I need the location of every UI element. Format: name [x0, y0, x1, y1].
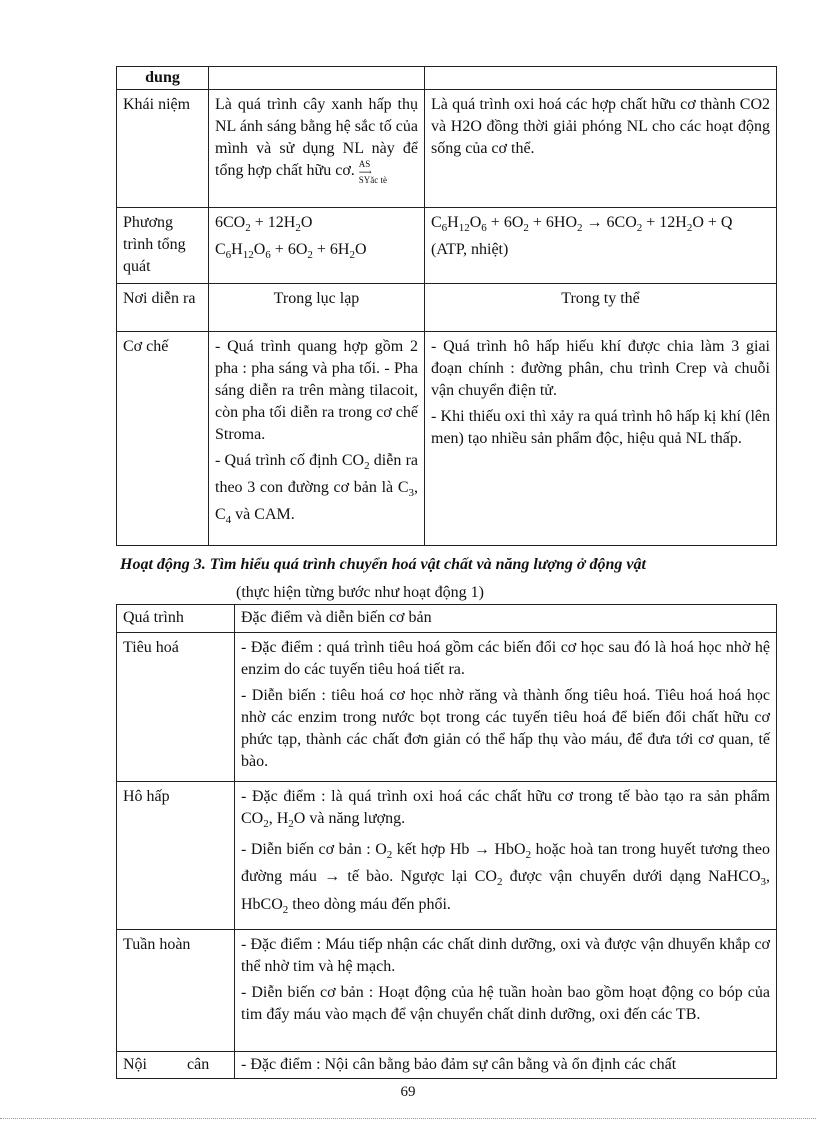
table-row: [117, 67, 777, 90]
table-header-row: [117, 605, 777, 633]
cell-text: Là quá trình cây xanh hấp thụ NL ánh sáng bằng hệ sắc tố của mình và sử dụng NL này để tổng hợp chất hữu cơ.: [215, 96, 418, 179]
table-row: [117, 1051, 777, 1078]
respiration-equation: $C_6H_{12}O_6 + 6O_2 + 6HO_2 \to 6CO_2 + 12H_2O + Q$ (ATP, nhiệt): [425, 208, 777, 284]
table-row: [117, 929, 777, 1051]
respiration-cell: Là quá trình oxi hoá các hợp chất hữu cơ thành CO2 và H2O đồng thời giải phóng NL cho các hoạt động sống của cơ thể.: [425, 90, 777, 208]
table-cell: [209, 67, 425, 90]
page-border: [0, 1118, 816, 1119]
table-row: [117, 208, 777, 284]
table-row: [117, 633, 777, 782]
cell-paragraph: - Diễn biến cơ bản : Hoạt động của hệ tuần hoàn bao gồm hoạt động co bóp của tim đẩy máu vào mạch để vận chuyển chất dinh dưỡng, oxi đến các TB.: [241, 983, 770, 1023]
cell-paragraph: - Quá trình cố định $CO_2$ diễn ra theo 3 con đường cơ bản là $C_3$, $C_4$ và CAM.: [215, 452, 418, 527]
row-label: Tuần hoàn: [117, 929, 235, 1051]
table-cell: dung: [117, 67, 209, 90]
cell-paragraph: - Đặc điểm : quá trình tiêu hoá gồm các biến đổi cơ học sau đó là hoá học nhờ hệ enzim do các tuyến tiêu hoá tiết ra.: [241, 639, 770, 678]
section-note: (thực hiện từng bước như hoạt động 1): [236, 584, 484, 601]
column-header: Quá trình: [117, 605, 235, 633]
column-header: Đặc điểm và diễn biến cơ bản: [235, 605, 777, 633]
row-label: Hô hấp: [117, 782, 235, 930]
description-cell: [235, 782, 777, 930]
cell-paragraph: - Quá trình quang hợp gồm 2 pha : pha sáng và pha tối. - Pha sáng diễn ra trên màng tilacoit, còn pha tối diễn ra trong cơ chế Stroma.: [215, 338, 418, 443]
photosynthesis-cell: [209, 332, 425, 546]
photosynthesis-cell: Trong lục lạp: [209, 284, 425, 332]
table-row: [117, 782, 777, 930]
cell-paragraph: - Quá trình hô hấp hiếu khí được chia làm 3 giai đoạn chính : đường phân, chu trình Crep và chuỗi vận chuyển điện tử.: [431, 338, 770, 399]
row-label: Cơ chế: [117, 332, 209, 546]
cell-paragraph: - Đặc điểm : là quá trình oxi hoá các chất hữu cơ trong tế bào tạo ra sản phẩm $CO_2$, $H_2O$ và năng lượng.: [241, 788, 770, 831]
cell-paragraph: - Đặc điểm : Máu tiếp nhận các chất dinh dưỡng, oxi và được vận dhuyển khắp cơ thể nhờ tim và hệ mạch.: [241, 935, 770, 975]
description-cell: - Đặc điểm : Nội cân bằng bảo đảm sự cân bằng và ổn định các chất: [235, 1051, 777, 1078]
row-label: Phương trình tổng quát: [117, 208, 209, 284]
animal-metabolism-table: [116, 604, 777, 1079]
photosynthesis-cell: [209, 90, 425, 208]
table-row: [117, 90, 777, 208]
photosynthesis-equation: $6CO_2 + 12H_2O$ $C_6H_{12}O_6 + 6O_2 + 6H_2O$: [209, 208, 425, 284]
description-cell: [235, 633, 777, 782]
description-cell: [235, 929, 777, 1051]
table-row: [117, 284, 777, 332]
row-label: Tiêu hoá: [117, 633, 235, 782]
reaction-arrow: AS ⟶ SYăc tè: [358, 159, 388, 185]
cell-paragraph: - Diễn biến : tiêu hoá cơ học nhờ răng và thành ống tiêu hoá. Tiêu hoá hoá học nhờ các enzim trong nước bọt trong các tuyến tiêu hoá để biến đổi chất hữu cơ phức tạp, thành các chất đơn giản có thể hấp thụ vào máu, để đưa tới cơ quan, tế bào.: [241, 687, 770, 770]
comparison-table: [116, 66, 777, 546]
row-label: Nội cân: [117, 1051, 235, 1078]
respiration-cell: Trong ty thể: [425, 284, 777, 332]
page-number: 69: [400, 1084, 416, 1100]
row-label: Nơi diễn ra: [117, 284, 209, 332]
table-row: [117, 332, 777, 546]
respiration-cell: [425, 332, 777, 546]
cell-paragraph: - Diễn biến cơ bản : $O_2$ kết hợp Hb → HbO$_2$ hoặc hoà tan trong huyết tương theo đường máu → tế bào. Ngược lại $CO_2$ được vận chuyển dưới dạng NaHCO$_3$, HbCO$_2$ theo dòng máu đến phổi.: [241, 841, 771, 916]
table-cell: [425, 67, 777, 90]
row-label: Khái niệm: [117, 90, 209, 208]
section-heading: Hoạt động 3. Tìm hiểu quá trình chuyển hoá vật chất và năng lượng ở động vật: [120, 556, 646, 573]
cell-paragraph: - Khi thiếu oxi thì xảy ra quá trình hô hấp kị khí (lên men) tạo nhiều sản phẩm độc, hiệu quả NL thấp.: [431, 408, 770, 447]
